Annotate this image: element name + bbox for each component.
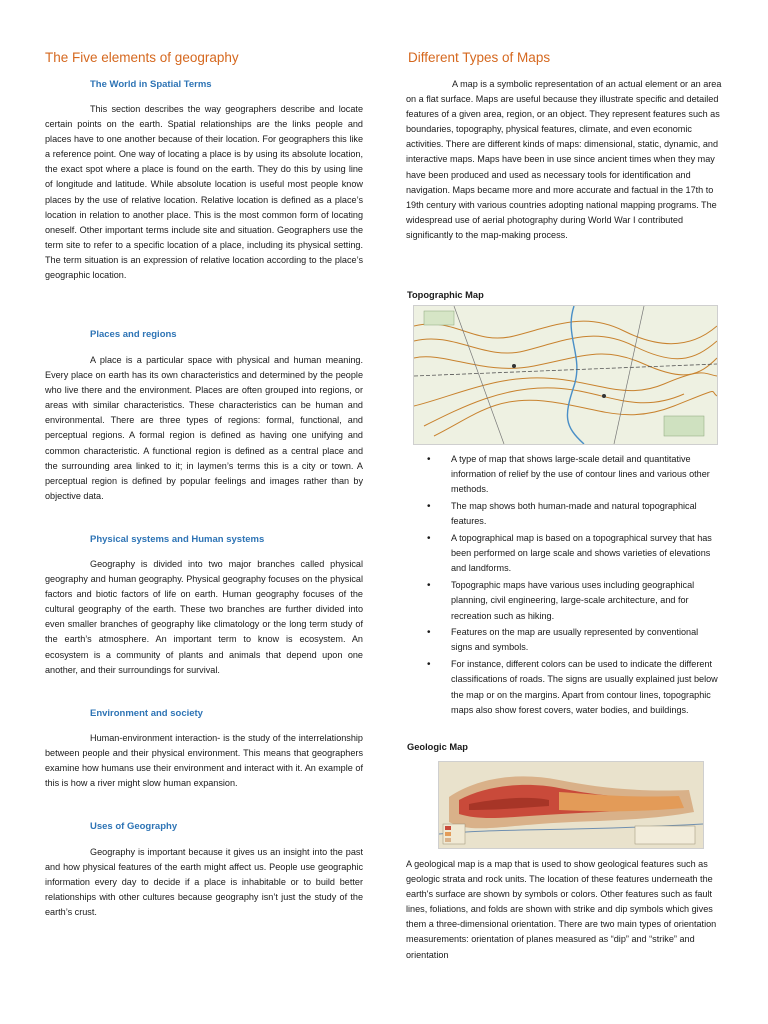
section-text-uses: Geography is important because it gives us an insight into the past and how physical features of the earth might affect us. People use geographic information every day to decide if a place is inhabitable or to build better relationships with other cultures because geography isn’t just the study of the earth’s crust. [45, 847, 363, 918]
geologic-map-image [438, 761, 704, 849]
geologic-map-heading: Geologic Map [407, 742, 468, 752]
section-heading-environment: Environment and society [90, 708, 203, 719]
topographic-map-graphic [414, 306, 717, 444]
bullet-icon: • [427, 659, 431, 671]
geologic-map-text: A geological map is a map that is used to show geological features such as geologic strata and rock units. The location of these features underneath the earth's surface are shown by symbols or colors. Other features such as fault lines, foliations, and folds are shown with strike and dip symbols which gives them a three-dimensional orientation. There are two main types of orientation measurements: orientation of planes measured as “dip” and “strike” and orientation [406, 859, 717, 960]
section-heading-systems: Physical systems and Human systems [90, 534, 265, 545]
section-text-environment: Human-environment interaction- is the study of the interrelationship between people and their physical environment. This means that geographers examine how humans use their environment and interact with it. An example of this is how a river might slow human expansion. [45, 733, 363, 789]
section-heading-spatial: The World in Spatial Terms [90, 79, 212, 90]
list-item [427, 531, 719, 577]
geologic-map-graphic [439, 762, 703, 848]
bullet-text: A topographical map is based on a topographical survey that has been performed on large scale and shows varieties of elevations and landforms. [451, 533, 712, 574]
bullet-text: The map shows both human-made and natural topographical features. [451, 501, 697, 527]
list-item [427, 657, 719, 718]
maps-intro-text: A map is a symbolic representation of an actual element or an area on a flat surface. Maps are useful because they illustrate specific and detailed features of a given area, region, or an object. They represent features such as boundaries, topography, physical features, climate, and even economic activities. There are different kinds of maps: dimensional, static, dynamic, and interactive maps. Maps have been in use since ancient times when they may have been produced and used as necessary tools for identification and navigation. Maps became more and more accurate and factual in the 17th to 19th century with various countries adopting national mapping programs. The widespread use of aerial photography during World War I contributed significantly to the map-making process. [406, 79, 722, 240]
section-text-places: A place is a particular space with physical and human meaning. Every place on earth has its own characteristics and determined by the people who live there and the environment. Places are often grouped into regions, or areas with similar characteristics. These characteristics can be human and environmental. There are three types of regions: formal, functional, and perceptual regions. A formal region is defined as having one unifying and common characteristic. A functional region is defined as a central place and the surrounding area linked to it; in laymen’s terms this is a city or town. A perceptual region is defined by popular feelings and images rather than by objective data. [45, 355, 363, 501]
section-text-spatial: This section describes the way geographers describe and locate certain points on the earth. Spatial relationships are the links people and places have to one another because of their location. For geographers this like a reference point. One way of locating a place is by using its absolute location, the exact spot where a place is found on the earth. They do this by using line of longitude and latitude. While absolute location is useful most people know places by the use of relative location. Relative location is defined as a place’s location in relation to another place. This is the most common form of locating oneself. Other important terms include site and situation. Geographers use the term site to refer to a specific location of a place, including its physical setting. The term situation is an expression of relative location according to the place’s geographic location. [45, 104, 363, 281]
section-text-systems: Geography is divided into two major branches called physical geography and human geography. Physical geography focuses on the physical factors and biotic factors of life on earth. Human geography focuses of the cultural geography of the earth. These two branches are further divided into even smaller branches of geography like climatology or the long term study of the earth’s atmosphere. An important term to know is ecosystem. An ecosystem is a community of plants and animals that depend upon one another, and their surroundings for survival. [45, 559, 363, 675]
topographic-map-heading: Topographic Map [407, 290, 484, 300]
section-heading-uses: Uses of Geography [90, 821, 178, 832]
topographic-map-image [413, 305, 718, 445]
list-item [427, 499, 719, 529]
left-title: The Five elements of geography [45, 50, 239, 65]
right-title: Different Types of Maps [408, 50, 551, 65]
bullet-icon: • [427, 454, 431, 465]
bullet-icon: • [427, 627, 431, 639]
bullet-text: Features on the map are usually represented by conventional signs and symbols. [451, 627, 699, 653]
bullet-icon: • [427, 580, 431, 592]
list-item [427, 578, 719, 624]
bullet-icon: • [427, 501, 431, 513]
topographic-bullet-list [427, 452, 719, 719]
bullet-icon: • [427, 533, 431, 545]
bullet-text: Topographic maps have various uses including geographical planning, civil engineering, large-scale architecture, and for recreation such as hiking. [451, 580, 695, 621]
bullet-text: A type of map that shows large-scale detail and quantitative information of relief by the use of contour lines and various other methods. [451, 454, 710, 495]
section-heading-places: Places and regions [90, 329, 177, 340]
list-item [427, 452, 719, 498]
list-item [427, 625, 719, 655]
bullet-text: For instance, different colors can be used to indicate the different classifications of roads. The signs are usually explained just below the map or on the margins. Apart from contour lines, topographic maps also show forest covers, water bodies, and buildings. [451, 659, 718, 715]
